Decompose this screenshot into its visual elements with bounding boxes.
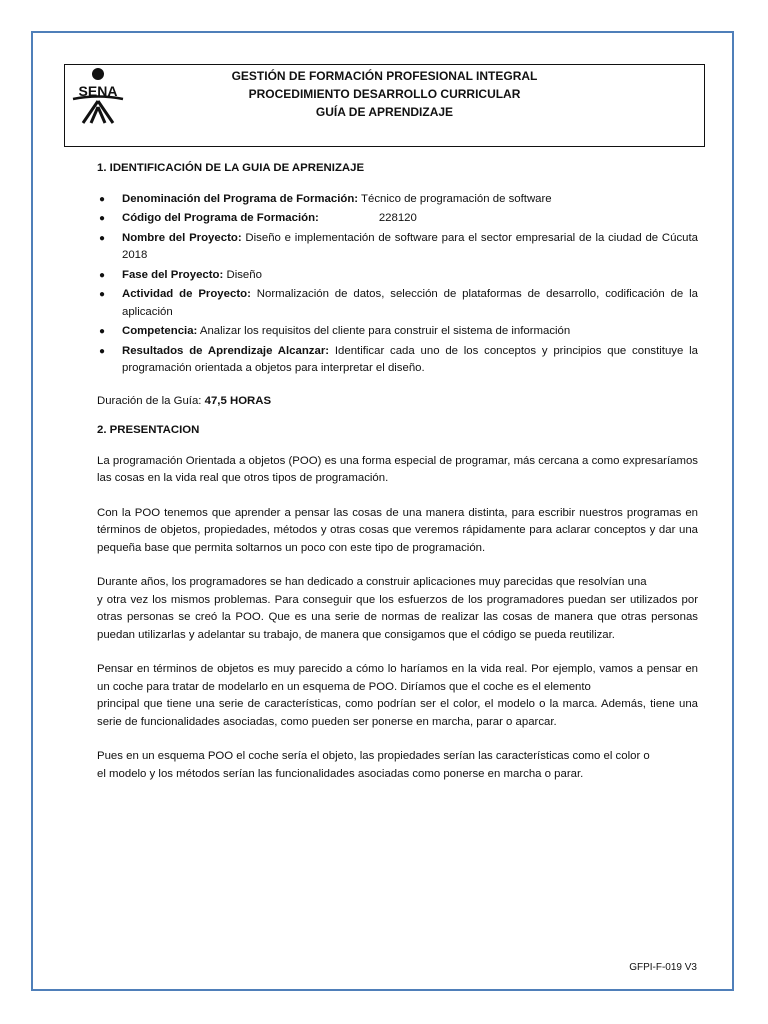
list-item: ● Competencia: Analizar los requisitos del cliente para construir el sistema de información bbox=[97, 323, 698, 341]
identification-list bbox=[97, 191, 698, 378]
document-header bbox=[64, 64, 705, 147]
form-code: GFPI-F-019 V3 bbox=[629, 962, 697, 973]
header-title-3: GUÍA DE APRENDIZAJE bbox=[315, 105, 454, 119]
bullet-icon: ● bbox=[99, 213, 106, 224]
bullet-icon: ● bbox=[99, 193, 106, 205]
list-item: ● Nombre del Proyecto: Diseño e implementación de software para el sector empresarial de la ciudad de Cúcuta 2018 bbox=[99, 231, 699, 261]
guide-duration: Duración de la Guía: 47,5 HORAS bbox=[97, 394, 272, 407]
section-1-heading: 1. IDENTIFICACIÓN DE LA GUIA DE APRENIZAJE bbox=[97, 162, 365, 174]
header-title-1: GESTIÓN DE FORMACIÓN PROFESIONAL INTEGRAL bbox=[231, 69, 538, 83]
section-2-heading: 2. PRESENTACION bbox=[97, 424, 200, 436]
list-item: ● Actividad de Proyecto: Normalización de datos, selección de plataformas de desarrollo, codificación de la aplicación bbox=[99, 288, 699, 318]
list-item: ● Resultados de Aprendizaje Alcanzar: Identificar cada uno de los conceptos y principios que constituye la programación orientada a objetos para interpretar el diseño. bbox=[99, 344, 698, 374]
document-body bbox=[97, 160, 698, 800]
bullet-icon: ● bbox=[99, 289, 106, 300]
list-item: ● Denominación del Programa de Formación: Técnico de programación de software bbox=[97, 191, 698, 209]
paragraph: Pensar en términos de objetos es muy parecido a cómo lo haríamos en la vida real. Por ejemplo, vamos a pensar en un coche para tratar de modelarlo en un esquema de POO. Diríamos que el coche es el elemento principal que tiene una serie de características, como podrían ser el color, el modelo o la marca. Además, tiene una serie de funcionalidades asociadas, como pueden ser ponerse en marcha, parar o aparcar. bbox=[97, 663, 698, 728]
paragraph: Durante años, los programadores se han dedicado a construir aplicaciones muy parecidas que resolvían una y otra vez los mismos problemas. Para conseguir que los esfuerzos de los programadores puedan ser utilizados por otras personas se creó la POO. Que es una serie de normas de realizar las cosas de manera que otras personas puedan utilizarlas y adelantar su trabajo, de manera que consigamos que el código se pueda reutilizar. bbox=[97, 576, 698, 641]
bullet-icon: ● bbox=[99, 269, 106, 281]
bullet-icon: ● bbox=[99, 232, 106, 244]
paragraph: Pues en un esquema POO el coche sería el objeto, las propiedades serían las características como el color o el modelo y los métodos serían las funcionalidades asociadas como ponerse en marcha o parar. bbox=[97, 750, 650, 780]
logo-text: SENA bbox=[78, 83, 118, 99]
paragraph: La programación Orientada a objetos (POO) es una forma especial de programar, más cercana a como expresaríamos las cosas en la vida real que otros tipos de programación. bbox=[97, 454, 698, 484]
bullet-icon: ● bbox=[99, 345, 106, 357]
bullet-icon: ● bbox=[99, 326, 106, 337]
list-item: ● Fase del Proyecto: Diseño bbox=[97, 267, 698, 285]
paragraph: Con la POO tenemos que aprender a pensar las cosas de una manera distinta, para escribir nuestros programas en términos de objetos, propiedades, métodos y otras cosas que veremos rápidamente para aclarar conceptos y dar una pequeña base que permita soltarnos un poco con este tipo de programación. bbox=[97, 506, 698, 554]
list-item: ● Código del Programa de Formación: 228120 bbox=[97, 210, 698, 228]
header-title-2: PROCEDIMIENTO DESARROLLO CURRICULAR bbox=[248, 87, 521, 101]
